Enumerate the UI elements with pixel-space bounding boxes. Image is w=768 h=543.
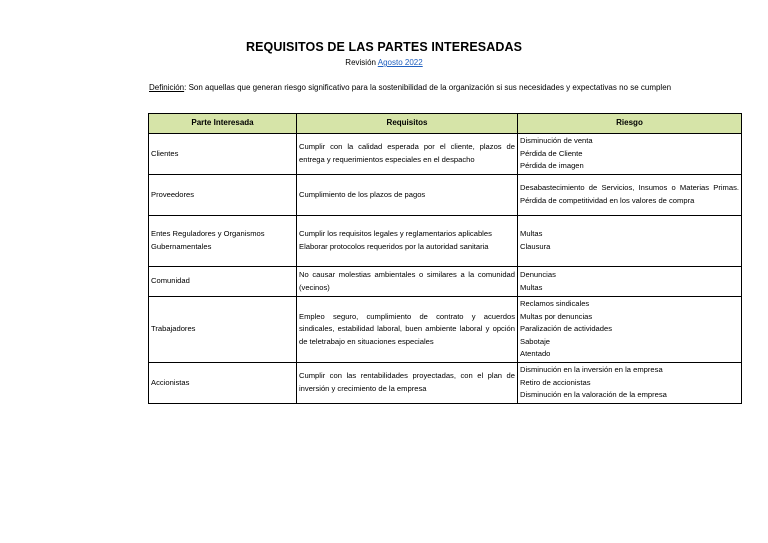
party-cell: Trabajadores: [149, 297, 297, 363]
requirement-item: Cumplir los requisitos legales y reglamentarios aplicables: [299, 229, 492, 239]
risk-item: Clausura: [520, 242, 551, 251]
revision-label: Revisión: [345, 58, 376, 67]
revision-line: [0, 58, 768, 67]
risk-item: Multas: [520, 282, 543, 292]
document-title: REQUISITOS DE LAS PARTES INTERESADAS: [245, 40, 523, 54]
table-row: [149, 175, 742, 216]
table-row: [149, 267, 742, 297]
risk-item: Multas: [520, 229, 543, 239]
party-cell: Proveedores: [149, 175, 297, 216]
risk-item: Pérdida de imagen: [520, 161, 584, 171]
requirements-cell: Empleo seguro, cumplimiento de contrato y acuerdos sindicales, estabilidad laboral, buen ambiente laboral y opción de teletrabajo en situaciones especiales: [297, 297, 518, 363]
risk-item: Disminución de venta: [520, 136, 593, 146]
requirements-cell: No causar molestias ambientales o similares a la comunidad (vecinos): [297, 267, 518, 297]
revision-date-link[interactable]: Agosto 2022: [377, 58, 423, 67]
stakeholders-table: [148, 113, 742, 404]
header-risk: Riesgo: [518, 114, 742, 134]
definition-label: Definición: [149, 83, 185, 92]
requirement-item: Elaborar protocolos requeridos por la autoridad sanitaria: [299, 242, 489, 251]
party-cell: Comunidad: [149, 267, 297, 297]
requirements-cell: Cumplir con la calidad esperada por el cliente, plazos de entrega y requerimientos especiales en el despacho: [297, 134, 518, 175]
party-cell: Entes Reguladores y Organismos Gubernamentales: [149, 216, 297, 267]
table-row: [149, 363, 742, 404]
requirements-cell: Cumplir con las rentabilidades proyectadas, con el plan de inversión y crecimiento de la empresa: [297, 363, 518, 404]
risk-item: Pérdida de Cliente: [520, 148, 583, 158]
risk-cell: [518, 363, 742, 404]
requirements-cell: Cumplimiento de los plazos de pagos: [297, 175, 518, 216]
definition-text: : Son aquellas que generan riesgo significativo para la sostenibilidad de la organización si sus necesidades y expectativas no se cumplen: [184, 83, 672, 92]
risk-item: Disminución en la valoración de la empresa: [520, 390, 667, 400]
table-row: [149, 216, 742, 267]
header-requirements: Requisitos: [297, 114, 518, 134]
party-cell: Accionistas: [149, 363, 297, 404]
risk-cell: [518, 297, 742, 363]
header-party: Parte Interesada: [149, 114, 297, 134]
risk-cell: [518, 267, 742, 297]
risk-item: Sabotaje: [520, 336, 550, 346]
risk-cell: [518, 134, 742, 175]
requirements-cell: [297, 216, 518, 267]
table-header-row: [149, 114, 742, 134]
table-row: [149, 297, 742, 363]
risk-item: Retiro de accionistas: [520, 377, 591, 387]
party-cell: Clientes: [149, 134, 297, 175]
risk-item: Denuncias: [520, 269, 556, 279]
definition-paragraph: [149, 82, 709, 95]
risk-cell: [518, 216, 742, 267]
risk-item: Paralización de actividades: [520, 324, 613, 334]
risk-item: Atentado: [520, 349, 551, 359]
table-row: [149, 134, 742, 175]
risk-item: Multas por denuncias: [520, 311, 593, 321]
risk-item: Reclamos sindicales: [520, 299, 590, 309]
risk-item: Disminución en la inversión en la empresa: [520, 365, 663, 375]
risk-cell: Desabastecimiento de Servicios, Insumos o Materias Primas. Pérdida de competitividad en los valores de compra: [518, 175, 742, 216]
